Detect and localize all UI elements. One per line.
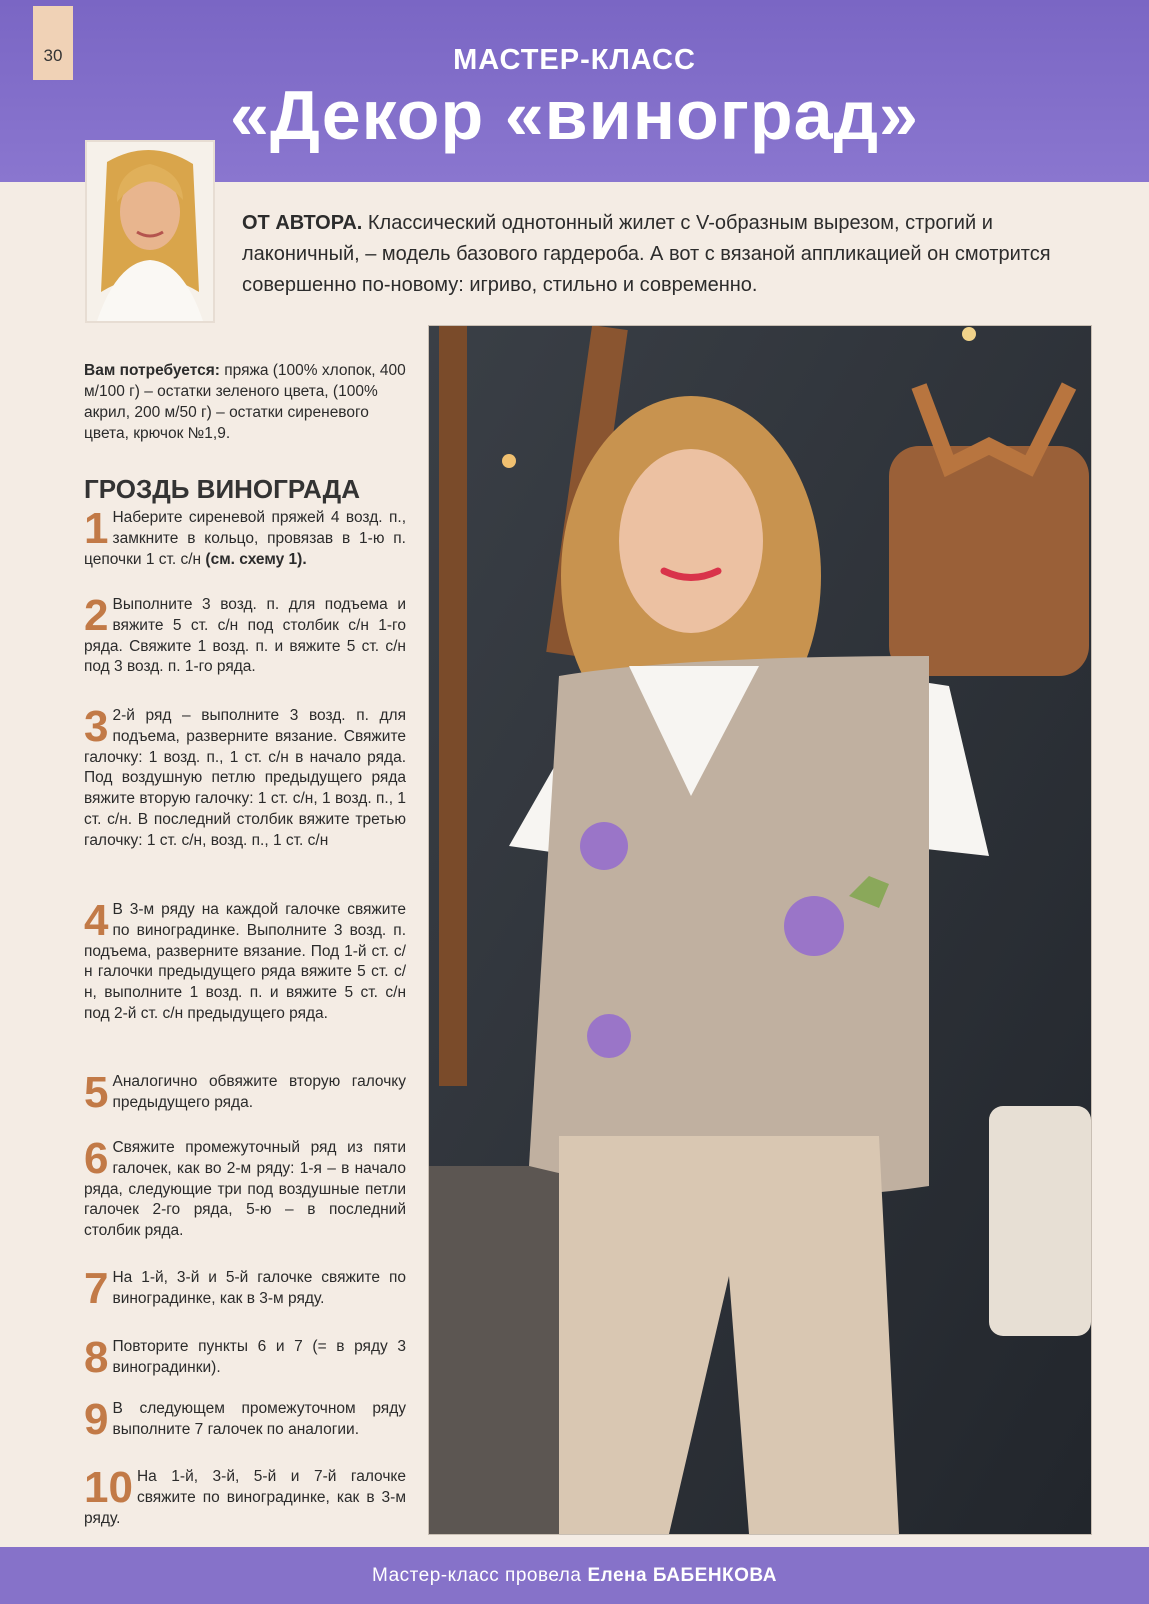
step-item	[84, 1134, 406, 1242]
step-item	[84, 1264, 406, 1313]
step-number: 9	[84, 1395, 109, 1444]
step-text: Выполните 3 возд. п. для подъема и вяжите 5 ст. с/н под столбик с/н 1-го ряда. Свяжите 1 возд. п. и вяжите 5 ст. с/н под 3 возд. п. 1-го ряда.	[84, 596, 406, 676]
step-number: 4	[84, 896, 109, 945]
step-reference: (см. схему 1).	[205, 550, 307, 568]
section-title: ГРОЗДЬ ВИНОГРАДА	[84, 474, 360, 504]
author-intro	[242, 208, 1072, 301]
step-number: 8	[84, 1333, 109, 1382]
step-text: В следующем промежуточном ряду выполните 7 галочек по аналогии.	[112, 1400, 406, 1438]
step-item	[84, 1068, 406, 1117]
step-number: 6	[84, 1134, 109, 1183]
step-text: В 3-м ряду на каждой галочке свяжите по виноградинке. Выполните 3 возд. п. подъема, разверните вязание. Под 1-й ст. с/н галочки предыдущего ряда вяжите 5 ст. с/н, выполните 1 возд. п. и вяжите 5 ст. с/н под 2-й ст. с/н предыдущего ряда.	[84, 901, 406, 1022]
step-item	[84, 1333, 406, 1382]
step-text: Наберите сиреневой пряжей 4 возд. п., замкните в кольцо, провязав в 1-ю п. цепочки 1 ст. с/н	[84, 509, 406, 568]
step-text: Аналогично обвяжите вторую галочку предыдущего ряда.	[112, 1073, 406, 1111]
materials-lead: Вам потребуется:	[84, 362, 220, 379]
footer-author: Елена БАБЕНКОВА	[587, 1564, 777, 1586]
step-text: Свяжите промежуточный ряд из пяти галочек, как во 2-м ряду: 1-я – в начало ряда, следующие три под воздушные петли галочек 2-го ряда, 5-ю – в последний столбик ряда.	[84, 1139, 406, 1240]
model-photo	[428, 325, 1092, 1535]
step-text: На 1-й, 3-й и 5-й галочке свяжите по виноградинке, как в 3-м ряду.	[112, 1269, 406, 1307]
step-text: 2-й ряд – выполните 3 возд. п. для подъема, разверните вязание. Свяжите галочку: 1 возд. п., 1 ст. с/н в начало ряда. Под воздушную петлю предыдущего ряда вяжите вторую галочку: 1 ст. с/н, 1 возд. п., 1 ст. с/н. В последний столбик вяжите третью галочку: 1 ст. с/н, возд. п., 1 ст. с/н	[84, 707, 406, 849]
intro-lead: ОТ АВТОРА.	[242, 212, 363, 234]
step-number: 1	[84, 504, 109, 553]
author-portrait-image	[85, 140, 215, 323]
step-number: 5	[84, 1068, 109, 1117]
kicker: МАСТЕР-КЛАСС	[453, 44, 696, 76]
step-text: Повторите пункты 6 и 7 (= в ряду 3 виноградинки).	[112, 1338, 406, 1376]
step-item	[84, 591, 406, 678]
footer-band	[0, 1547, 1149, 1604]
step-number: 2	[84, 591, 109, 640]
page-title: «Декор «виноград»	[230, 76, 919, 154]
materials-paragraph	[84, 360, 406, 444]
intro-text: Классический однотонный жилет с V-образным вырезом, строгий и лаконичный, – модель базового гардероба. А вот с вязаной аппликацией он смотрится совершенно по-новому: игриво, стильно и современно.	[242, 212, 1051, 296]
materials-text: пряжа (100% хлопок, 400 м/100 г) – остатки зеленого цвета, (100% акрил, 200 м/50 г) – остатки сиреневого цвета, крючок №1,9.	[84, 362, 406, 442]
step-number: 10	[84, 1463, 133, 1512]
step-number: 7	[84, 1264, 109, 1313]
step-item	[84, 1395, 406, 1444]
step-item	[84, 702, 406, 852]
step-item	[84, 504, 406, 570]
step-item	[84, 896, 406, 1025]
footer-prefix: Мастер-класс провела	[372, 1564, 582, 1586]
step-number: 3	[84, 702, 109, 751]
step-item	[84, 1463, 406, 1529]
page-number: 30	[33, 6, 73, 80]
step-text: На 1-й, 3-й, 5-й и 7-й галочке свяжите по виноградинке, как в 3-м ряду.	[84, 1468, 406, 1527]
